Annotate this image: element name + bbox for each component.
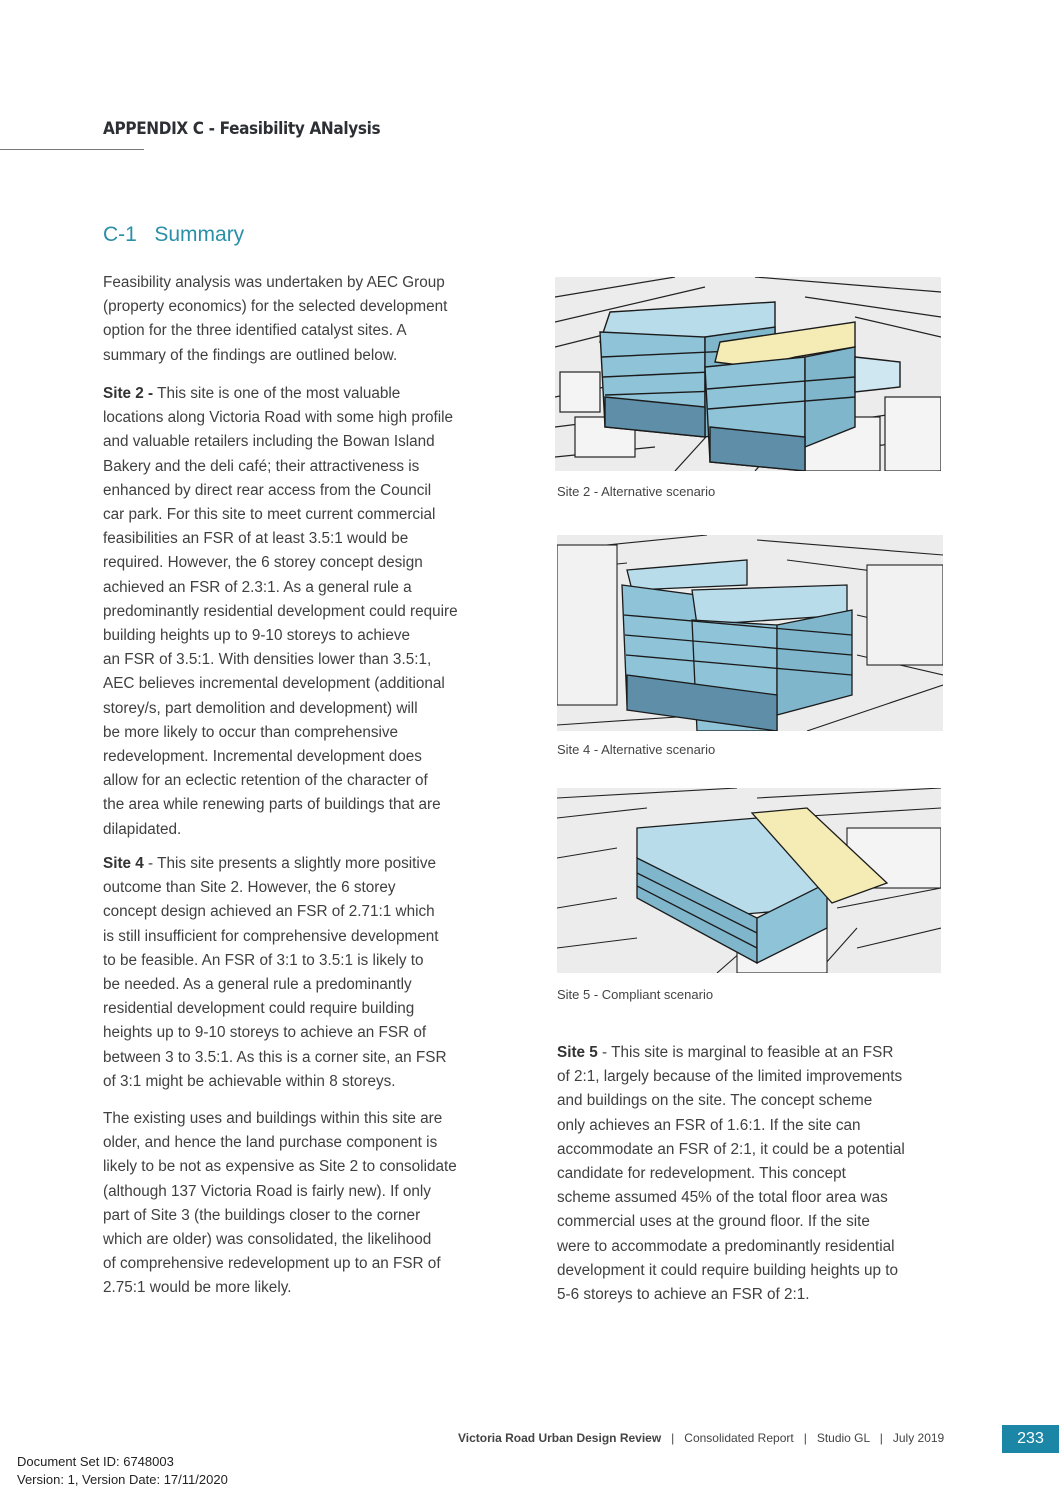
text-line: building heights up to 9-10 storeys to achieve	[103, 627, 410, 645]
site2-render-image	[555, 277, 941, 471]
text-line: feasibilities an FSR of at least 3.5:1 would be	[103, 530, 409, 548]
text-line: were to accommodate a predominantly residential	[557, 1237, 895, 1255]
text-line: development it could require building heights up to	[557, 1261, 899, 1279]
site5-caption: Site 5 - Compliant scenario	[557, 987, 714, 1002]
text-line: commercial uses at the ground floor. If the site	[557, 1213, 870, 1231]
text-line: achieved an FSR of 2.3:1. As a general rule a	[103, 578, 412, 596]
text-line: dilapidated.	[103, 820, 182, 838]
appendix-title: APPENDIX C - Feasibility ANalysis	[103, 119, 381, 139]
text-line: older, and hence the land purchase component is	[103, 1134, 438, 1152]
text-line: redevelopment. Incremental development does	[103, 748, 422, 766]
text-line: locations along Victoria Road with some high profile	[103, 409, 454, 427]
text-line: part of Site 3 (the buildings closer to the corner	[103, 1206, 421, 1224]
document-set-id: Document Set ID: 6748003	[17, 1454, 174, 1469]
text-line: to be feasible. An FSR of 3:1 to 3.5:1 is likely to	[103, 951, 424, 969]
text-line: AEC believes incremental development (additional	[103, 675, 445, 693]
text-line: summary of the findings are outlined below.	[103, 346, 398, 364]
site5-paragraph: Site 5 - This site is marginal to feasible at an FSR of 2:1, largely because of the limited improvements and buildings on the site. The concept scheme only achieves an FSR of 1.6:1. If the site can accommodate an FSR of 2:1, it could be a potential candidate for redevelopment. This concept scheme assumed 45% of the total floor area was commercial uses at the ground floor. If the site were to accommodate a predominantly residential development it could require building heights up to 5-6 storeys to achieve an FSR of 2:1.	[557, 1041, 905, 1307]
text-line: of 3:1 might be achievable within 8 storeys.	[103, 1072, 396, 1090]
page-number: 233	[1002, 1425, 1059, 1453]
site4-caption: Site 4 - Alternative scenario	[557, 742, 716, 757]
version-date: Version: 1, Version Date: 17/11/2020	[17, 1472, 228, 1487]
footer-report-title: Victoria Road Urban Design Review	[458, 1431, 662, 1445]
text-line: 2.75:1 would be more likely.	[103, 1279, 292, 1297]
footer-text	[458, 1431, 944, 1445]
text-line: concept design achieved an FSR of 2.71:1 which	[103, 903, 435, 921]
text-line: allow for an eclectic retention of the character of	[103, 772, 428, 790]
text-line: only achieves an FSR of 1.6:1. If the site can	[557, 1116, 861, 1134]
text-line: 5-6 storeys to achieve an FSR of 2:1.	[557, 1286, 810, 1304]
site4-render-image	[557, 535, 943, 731]
text-line: and buildings on the site. The concept scheme	[557, 1092, 873, 1110]
site5-render-image	[557, 788, 941, 973]
text-line: accommodate an FSR of 2:1, it could be a potential	[557, 1140, 905, 1158]
text-line: heights up to 9-10 storeys to achieve an FSR of	[103, 1024, 427, 1042]
text-line: scheme assumed 45% of the total floor area was	[557, 1189, 888, 1207]
text-line: option for the three identified catalyst sites. A	[103, 322, 407, 340]
text-line: be needed. As a general rule a predominantly	[103, 976, 412, 994]
site4-label: Site 4	[103, 855, 144, 872]
text-line: outcome than Site 2. However, the 6 storey	[103, 879, 396, 897]
text-line: be more likely to occur than comprehensive	[103, 723, 399, 741]
site4-paragraph: Site 4 - This site presents a slightly more positive outcome than Site 2. However, the 6 storey concept design achieved an FSR of 2.71:1 which is still insufficient for comprehensive development to be feasible. An FSR of 3:1 to 3.5:1 is likely to be needed. As a general rule a predominantly residential development could require building heights up to 9-10 storeys to achieve an FSR of between 3 to 3.5:1. As this is a corner site, an FSR of 3:1 might be achievable within 8 storeys.	[103, 852, 447, 1094]
text-line: which are older) was consolidated, the likelihood	[103, 1231, 432, 1249]
text-line: (property economics) for the selected development	[103, 298, 448, 316]
site2-label: Site 2 -	[103, 385, 154, 402]
text-line: of 2:1, largely because of the limited improvements	[557, 1068, 903, 1086]
header-rule	[0, 149, 144, 150]
text-line: of comprehensive redevelopment up to an FSR of	[103, 1255, 441, 1273]
intro-paragraph	[103, 271, 447, 368]
site2-paragraph: Site 2 - This site is one of the most valuable locations along Victoria Road with some high profile and valuable retailers including the Bowan Island Bakery and the deli café; their attractiveness is enhanced by direct rear access from the Council car park. For this site to meet current commercial feasibilities an FSR of at least 3.5:1 would be required. However, the 6 storey concept design achieved an FSR of 2.3:1. As a general rule a predominantly residential development could require building heights up to 9-10 storeys to achieve an FSR of 3.5:1. With densities lower than 3.5:1, AEC believes incremental development (additional storey/s, part demolition and development) will be more likely to occur than comprehensive redevelopment. Incremental development does allow for an eclectic retention of the character of the area while renewing parts of buildings that are dilapidated.	[103, 382, 458, 842]
text-line: (although 137 Victoria Road is fairly new). If only	[103, 1182, 431, 1200]
text-line: and valuable retailers including the Bowan Island	[103, 433, 435, 451]
text-line: required. However, the 6 storey concept design	[103, 554, 423, 572]
text-line: storey/s, part demolition and development) will	[103, 699, 418, 717]
text-line: residential development could require building	[103, 1000, 415, 1018]
text-line: Feasibility analysis was undertaken by AEC Group	[103, 274, 445, 291]
text-line: candidate for redevelopment. This concept	[557, 1165, 846, 1183]
text-line: Bakery and the deli café; their attractiveness is	[103, 457, 420, 475]
footer-details: | Consolidated Report | Studio GL | July 2019	[661, 1431, 945, 1445]
text-line: an FSR of 3.5:1. With densities lower than 3.5:1,	[103, 651, 432, 669]
site5-label: Site 5	[557, 1044, 598, 1061]
text-line: car park. For this site to meet current commercial	[103, 506, 436, 524]
text-line: The existing uses and buildings within this site are	[103, 1110, 443, 1127]
section-title: C-1 Summary	[103, 223, 245, 246]
text-line: predominantly residential development could require	[103, 602, 458, 620]
text-line: enhanced by direct rear access from the Council	[103, 481, 432, 499]
existing-uses-paragraph	[103, 1107, 457, 1301]
text-line: is still insufficient for comprehensive development	[103, 927, 439, 945]
text-line: the area while renewing parts of buildings that are	[103, 796, 441, 814]
site2-caption: Site 2 - Alternative scenario	[557, 484, 716, 499]
text-line: between 3 to 3.5:1. As this is a corner site, an FSR	[103, 1048, 447, 1066]
text-line: likely to be not as expensive as Site 2 to consolidate	[103, 1158, 457, 1176]
